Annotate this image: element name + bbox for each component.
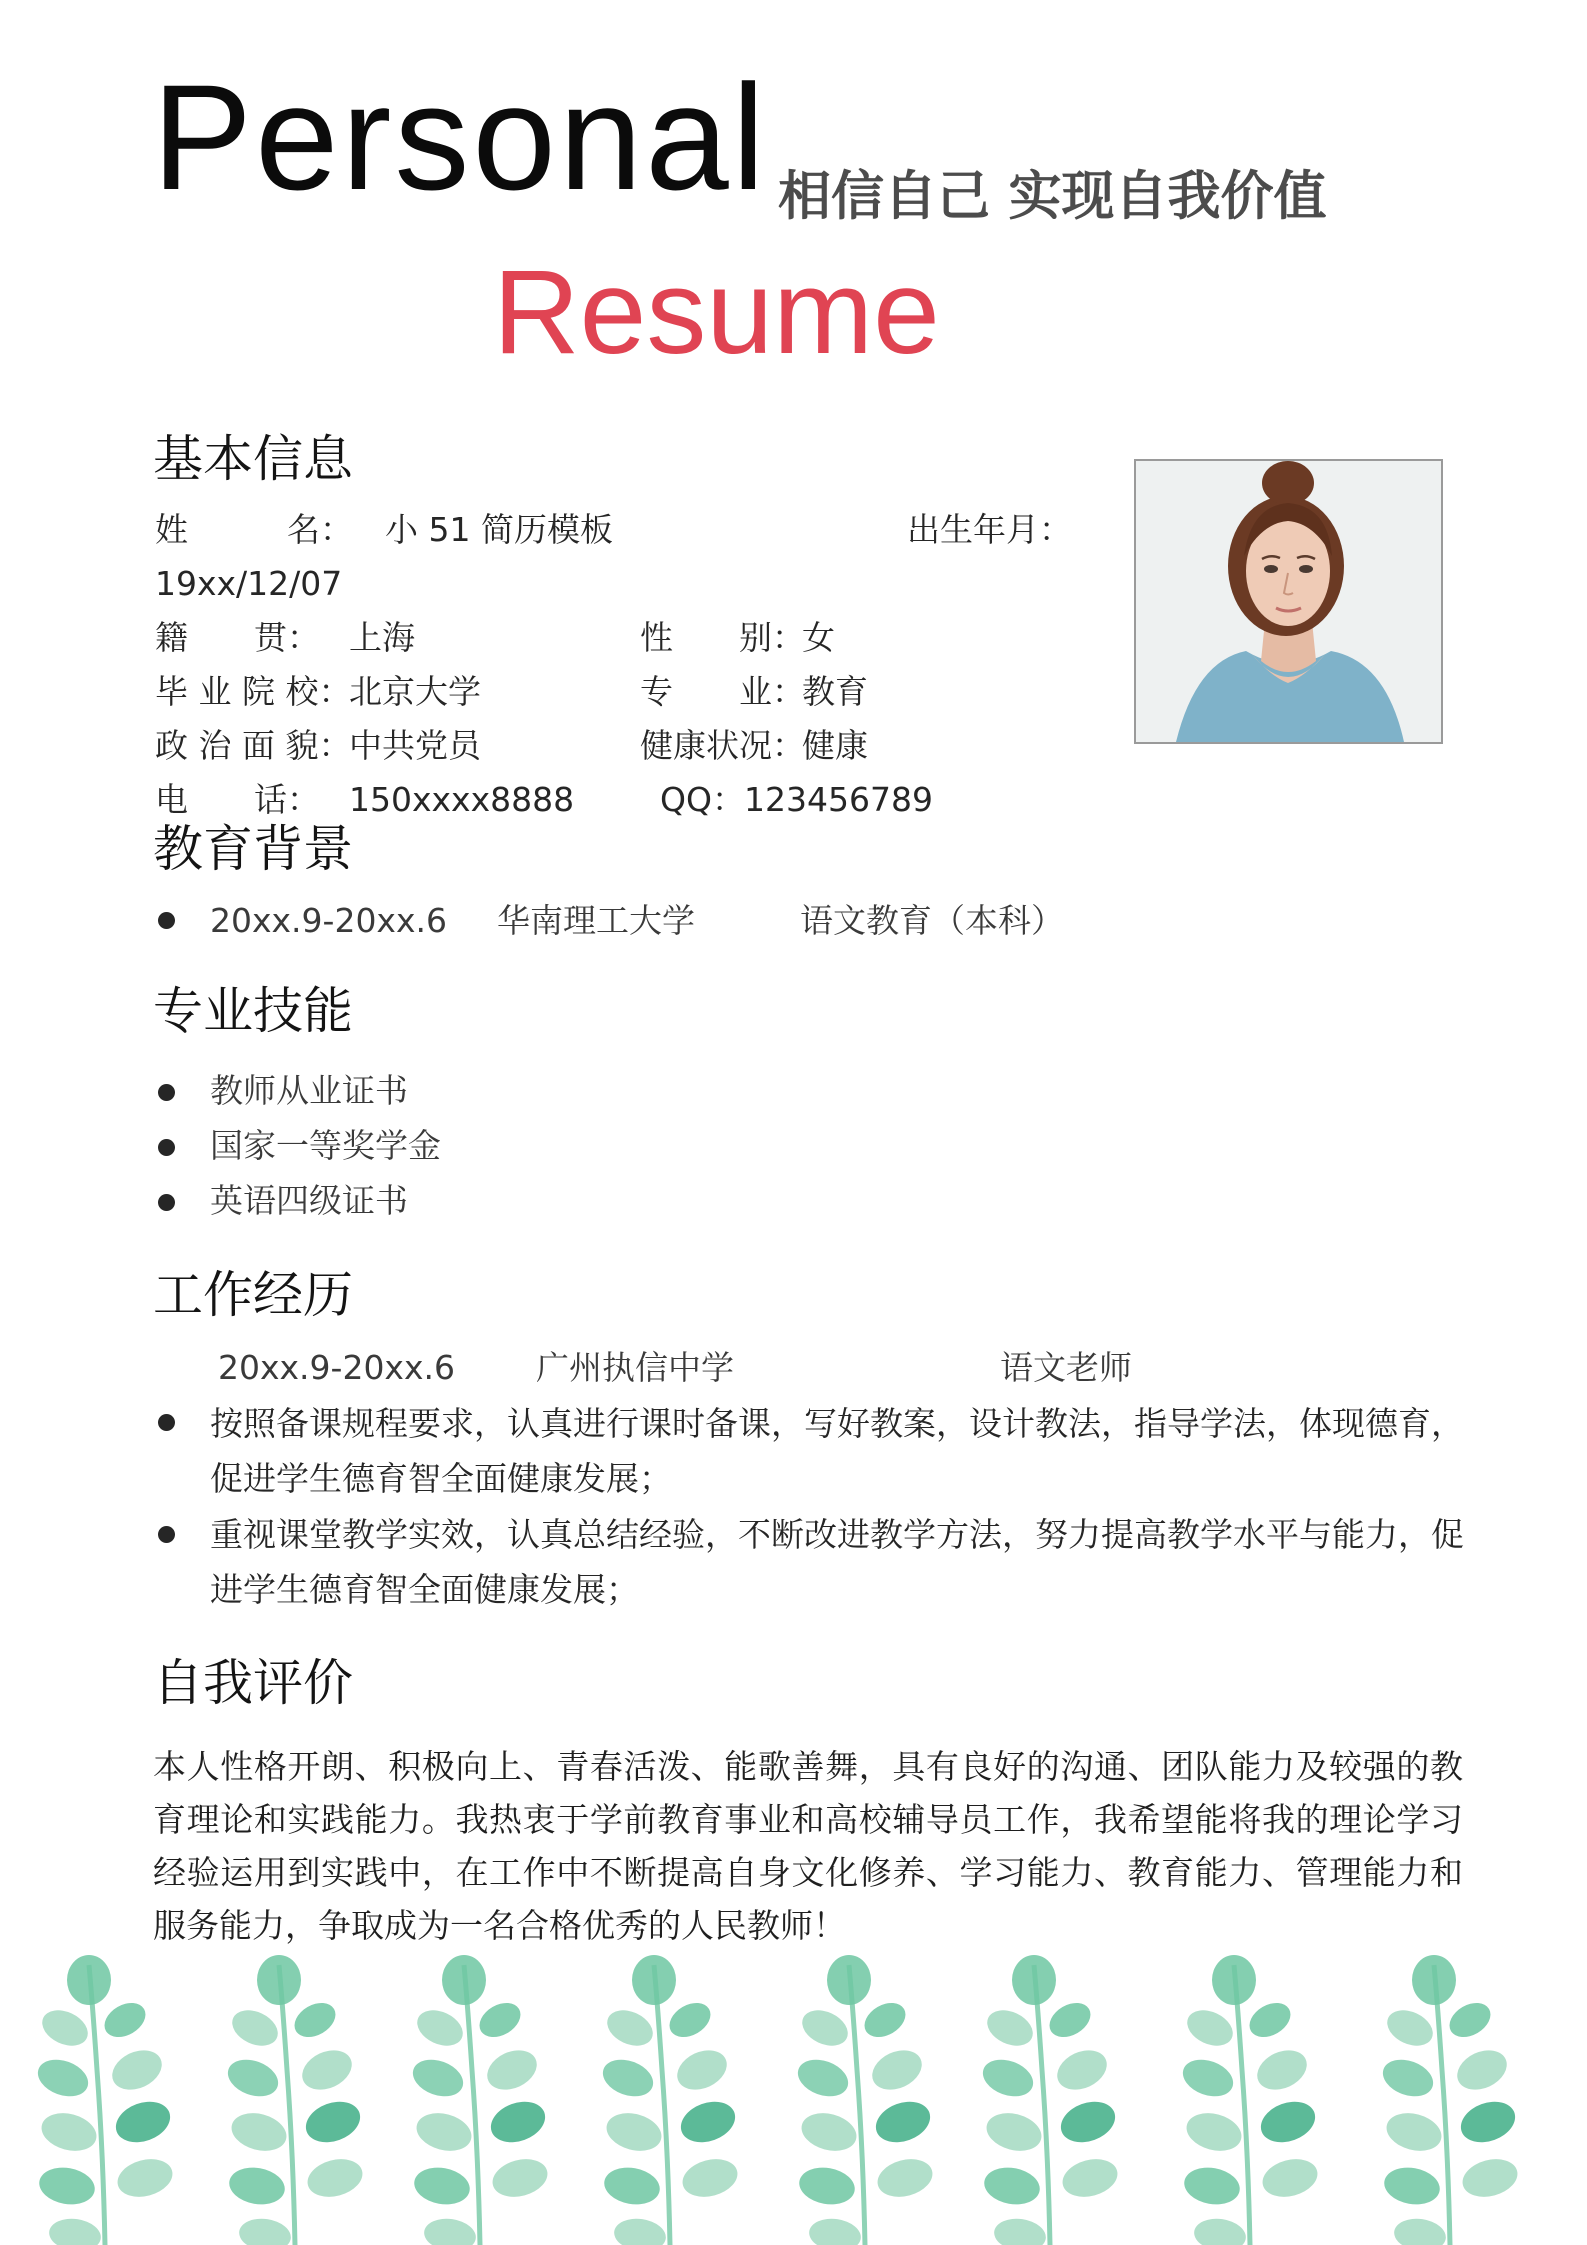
health-label: 健康状况： (640, 726, 805, 765)
evaluation-heading: 自我评价 (153, 1654, 353, 1712)
work-duty-line: 促进学生德育智全面健康发展； (210, 1459, 672, 1498)
skill-item: 国家一等奖学金 (210, 1126, 441, 1165)
work-company: 广州执信中学 (536, 1348, 734, 1387)
phone-value: 150xxxx8888 (349, 780, 575, 819)
political-value: 中共党员 (349, 726, 481, 765)
name-value: 小 51 简历模板 (385, 510, 613, 549)
work-duty-line: 重视课堂教学实效，认真总结经验，不断改进教学方法，努力提高教学水平与能力，促 (210, 1515, 1464, 1554)
birth-value: 19xx/12/07 (155, 564, 343, 603)
leaf-branch-icon (978, 1955, 1122, 2245)
work-position: 语文老师 (1000, 1348, 1132, 1387)
title-resume: Resume (493, 245, 940, 379)
leaf-branch-icon (598, 1955, 742, 2245)
profile-photo (1134, 459, 1443, 744)
education-major: 语文教育（本科） (800, 901, 1064, 940)
political-label: 政 治 面 貌： (155, 726, 352, 765)
major-label: 专 业： (640, 672, 805, 711)
work-duty-line: 进学生德育智全面健康发展； (210, 1570, 639, 1609)
work-duty (210, 1396, 1464, 1506)
health-value: 健康 (802, 726, 868, 765)
qq-label: QQ： (660, 780, 745, 819)
work-heading: 工作经历 (153, 1266, 353, 1324)
native-label: 籍 贯： (155, 618, 320, 657)
leaf-branch-icon (33, 1955, 177, 2245)
basic-info-heading: 基本信息 (153, 430, 353, 488)
birth-label: 出生年月： (907, 510, 1072, 549)
skill-item: 英语四级证书 (210, 1181, 408, 1220)
bullet-icon (158, 1084, 175, 1101)
native-value: 上海 (349, 618, 415, 657)
phone-label: 电 话： (155, 780, 320, 819)
gender-value: 女 (802, 618, 835, 657)
basic-info-block (150, 500, 1110, 819)
work-duty-line: 按照备课规程要求，认真进行课时备课，写好教案，设计教法，指导学法，体现德育， (210, 1404, 1464, 1443)
leaf-branch-icon (223, 1955, 367, 2245)
qq-value: 123456789 (744, 780, 933, 819)
bullet-icon (158, 1194, 175, 1211)
leaf-decoration (0, 1950, 1587, 2245)
bullet-icon (158, 1526, 175, 1543)
leaf-branch-icon (1378, 1955, 1522, 2245)
leaf-branch-icon (408, 1955, 552, 2245)
skills-heading: 专业技能 (153, 982, 353, 1040)
school-value: 北京大学 (349, 672, 481, 711)
education-period: 20xx.9-20xx.6 (210, 901, 447, 940)
major-value: 教育 (802, 672, 868, 711)
portrait-illustration (1136, 461, 1441, 742)
work-duty (210, 1507, 1464, 1617)
slogan: 相信自己 实现自我价值 (778, 166, 1327, 227)
work-period: 20xx.9-20xx.6 (218, 1348, 455, 1387)
title-personal: Personal (152, 53, 769, 221)
leaf-branch-icon (793, 1955, 937, 2245)
bullet-icon (158, 912, 175, 929)
leaf-branch-icon (1178, 1955, 1322, 2245)
bullet-icon (158, 1414, 175, 1431)
education-school: 华南理工大学 (497, 901, 695, 940)
gender-label: 性 别： (640, 618, 805, 657)
skill-item: 教师从业证书 (210, 1071, 408, 1110)
education-heading: 教育背景 (153, 820, 353, 878)
name-label: 姓 名： (155, 510, 353, 549)
evaluation-text: 本人性格开朗、积极向上、青春活泼、能歌善舞，具有良好的沟通、团队能力及较强的教育理论和实践能力。我热衷于学前教育事业和高校辅导员工作，我希望能将我的理论学习经验运用到实践中，在工作中不断提高自身文化修养、学习能力、教育能力、管理能力和服务能力，争取成为一名合格优秀的人民教师！ (153, 1747, 1463, 1945)
bullet-icon (158, 1139, 175, 1156)
school-label: 毕 业 院 校： (155, 672, 352, 711)
